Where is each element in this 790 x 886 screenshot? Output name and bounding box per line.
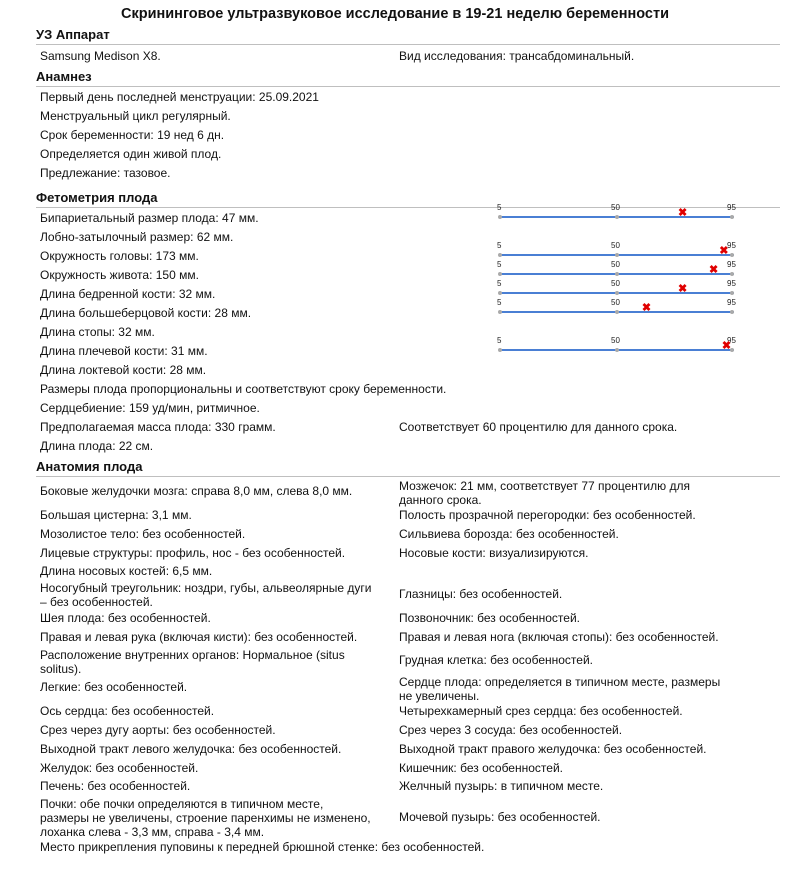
anatomy-left: Почки: обе почки определяются в типичном месте, размеры не увеличены, строение паренхимы не изменено, лоханка слева - 3,3 мм, справа - 3,4 мм. [40,797,371,839]
anatomy-row [36,609,780,627]
anamnesis-row [36,163,780,185]
anatomy-row [36,579,780,609]
scale-label-50: 50 [611,260,620,269]
scale-tick [615,291,619,295]
heartbeat-row [36,398,780,417]
scale-label-5: 5 [497,298,502,307]
anatomy-left: Длина носовых костей: 6,5 мм. [40,564,213,578]
anamnesis-item: Срок беременности: 19 нед 6 дн. [40,128,225,142]
scale-tick [498,310,502,314]
umbilical-row [36,838,780,856]
anatomy-left: Выходной тракт левого желудочка: без особенностей. [40,742,342,756]
anatomy-row [36,562,780,579]
scale-tick [615,272,619,276]
fetometry-item: Длина локтевой кости: 28 мм. [40,363,207,377]
scale-tick [498,215,502,219]
anatomy-row [36,777,780,795]
anatomy-right: Носовые кости: визуализируются. [399,546,589,560]
anatomy-right: Кишечник: без особенностей. [399,761,563,775]
anatomy-row [36,505,780,524]
section-anamnesis-heading: Анамнез [36,69,780,87]
weight-row [36,417,780,436]
percentile-scale [497,243,737,257]
anatomy-left: Шея плода: без особенностей. [40,611,211,625]
anatomy-left: Правая и левая рука (включая кисти): без особенностей. [40,630,358,644]
anatomy-left: Расположение внутренних органов: Нормальное (situs solitus). [40,648,345,676]
scale-tick [615,215,619,219]
anamnesis-row [36,106,780,125]
anamnesis-row [36,144,780,163]
section-fetometry-heading: Фетометрия плода [36,190,780,208]
fetal-length: Длина плода: 22 см. [40,439,154,453]
scale-label-50: 50 [611,298,620,307]
fetometry-item: Длина стопы: 32 мм. [40,325,155,339]
scale-label-95: 95 [727,279,736,288]
percentile-marker: ✖ [721,340,732,352]
anatomy-row [36,739,780,758]
anatomy-right: Четырехкамерный срез сердца: без особенностей. [399,704,683,718]
scale-label-5: 5 [497,279,502,288]
fetometry-row [36,336,780,360]
anatomy-row [36,477,780,505]
anatomy-right: Правая и левая нога (включая стопы): без особенностей. [399,630,719,644]
scale-tick [730,272,734,276]
anatomy-right: Грудная клетка: без особенностей. [399,653,593,667]
anatomy-right: Желчный пузырь: в типичном месте. [399,779,604,793]
scale-label-5: 5 [497,241,502,250]
scale-label-95: 95 [727,298,736,307]
heartbeat: Сердцебиение: 159 уд/мин, ритмичное. [40,401,260,415]
percentile-scale [497,338,737,352]
fetometry-item: Лобно-затылочный размер: 62 мм. [40,230,234,244]
scale-label-50: 50 [611,241,620,250]
scale-tick [498,348,502,352]
anamnesis-row [36,87,780,106]
anatomy-right: Сильвиева борозда: без особенностей. [399,527,619,541]
anatomy-left: Мозолистое тело: без особенностей. [40,527,246,541]
fetometry-item: Окружность живота: 150 мм. [40,268,199,282]
anatomy-left: Желудок: без особенностей. [40,761,199,775]
fetal-weight: Предполагаемая масса плода: 330 грамм. [40,420,276,434]
percentile-scale [497,205,737,219]
anatomy-left: Лицевые структуры: профиль, нос - без особенностей. [40,546,346,560]
anatomy-left: Боковые желудочки мозга: справа 8,0 мм, слева 8,0 мм. [40,484,353,498]
fetometry-row [36,298,780,322]
anatomy-left: Срез через дугу аорты: без особенностей. [40,723,276,737]
scale-tick [730,310,734,314]
scale-tick [615,253,619,257]
anatomy-row [36,543,780,562]
anatomy-right: Глазницы: без особенностей. [399,587,563,601]
scale-label-95: 95 [727,260,736,269]
exam-type: Вид исследования: трансабдоминальный. [399,49,635,63]
scale-tick [615,348,619,352]
scale-tick [498,253,502,257]
anamnesis-item: Первый день последней менструации: 25.09.2021 [40,90,319,104]
anatomy-right: Сердце плода: определяется в типичном месте, размеры не увеличены. [399,675,721,703]
umbilical-insertion: Место прикрепления пуповины к передней брюшной стенке: без особенностей. [40,840,485,854]
length-row [36,436,780,457]
percentile-marker: ✖ [678,283,688,295]
anamnesis-item: Определяется один живой плод. [40,147,222,161]
anatomy-right: Позвоночник: без особенностей. [399,611,580,625]
scale-label-95: 95 [727,241,736,250]
anatomy-left: Ось сердца: без особенностей. [40,704,215,718]
percentile-scale [497,281,737,295]
anamnesis-item: Предлежание: тазовое. [40,166,171,180]
scale-label-95: 95 [727,203,736,212]
anatomy-right: Полость прозрачной перегородки: без особенностей. [399,508,696,522]
anatomy-row [36,758,780,777]
device-model: Samsung Medison X8. [40,49,161,63]
anatomy-row [36,720,780,739]
fetometry-item: Окружность головы: 173 мм. [40,249,199,263]
fetometry-conclusion: Размеры плода пропорциональны и соответствуют сроку беременности. [40,382,447,396]
anatomy-row [36,795,780,838]
anatomy-left: Печень: без особенностей. [40,779,191,793]
anamnesis-row [36,125,780,144]
scale-tick [730,291,734,295]
percentile-scale [497,300,737,314]
anatomy-row [36,673,780,701]
fetometry-row [36,203,780,227]
anatomy-left: Большая цистерна: 3,1 мм. [40,508,192,522]
scale-label-50: 50 [611,203,620,212]
fetometry-item: Бипариетальный размер плода: 47 мм. [40,211,259,225]
fetometry-conclusion-row [36,379,780,398]
percentile-marker: ✖ [719,245,729,257]
section-anatomy-heading: Анатомия плода [36,459,780,477]
anamnesis-list [0,87,790,185]
anatomy-row [36,646,780,676]
anatomy-right: Мозжечок: 21 мм, соответствует 77 процентилю для данного срока. [399,479,690,507]
anatomy-row [36,627,780,646]
fetometry-item: Длина большеберцовой кости: 28 мм. [40,306,252,320]
fetometry-list [0,203,790,379]
scale-label-50: 50 [611,279,620,288]
anatomy-right: Выходной тракт правого желудочка: без особенностей. [399,742,707,756]
scale-label-50: 50 [611,336,620,345]
anatomy-left: Легкие: без особенностей. [40,680,188,694]
anatomy-row [36,701,780,720]
anatomy-list [0,477,790,838]
scale-label-5: 5 [497,260,502,269]
anamnesis-item: Менструальный цикл регулярный. [40,109,231,123]
scale-tick [615,310,619,314]
scale-label-95: 95 [727,336,736,345]
anatomy-right: Срез через 3 сосуда: без особенностей. [399,723,623,737]
scale-tick [730,253,734,257]
scale-label-5: 5 [497,203,502,212]
anatomy-left: Носогубный треугольник: ноздри, губы, альвеолярные дуги – без особенностей. [40,581,372,609]
scale-label-5: 5 [497,336,502,345]
percentile-marker: ✖ [641,302,652,314]
fetometry-row [36,360,780,379]
scale-tick [498,272,502,276]
fetometry-item: Длина плечевой кости: 31 мм. [40,344,208,358]
anatomy-row [36,524,780,543]
anatomy-right: Мочевой пузырь: без особенностей. [399,810,601,824]
fetal-weight-note: Соответствует 60 процентилю для данного срока. [399,420,678,434]
section-device-heading: УЗ Аппарат [36,27,780,45]
device-row [36,45,780,67]
percentile-marker: ✖ [708,264,719,276]
page-title: Скрининговое ультразвуковое исследование в 19-21 неделю беременности [121,6,669,22]
percentile-marker: ✖ [678,207,688,219]
scale-tick [730,215,734,219]
fetometry-item: Длина бедренной кости: 32 мм. [40,287,216,301]
percentile-scale [497,262,737,276]
scale-tick [498,291,502,295]
